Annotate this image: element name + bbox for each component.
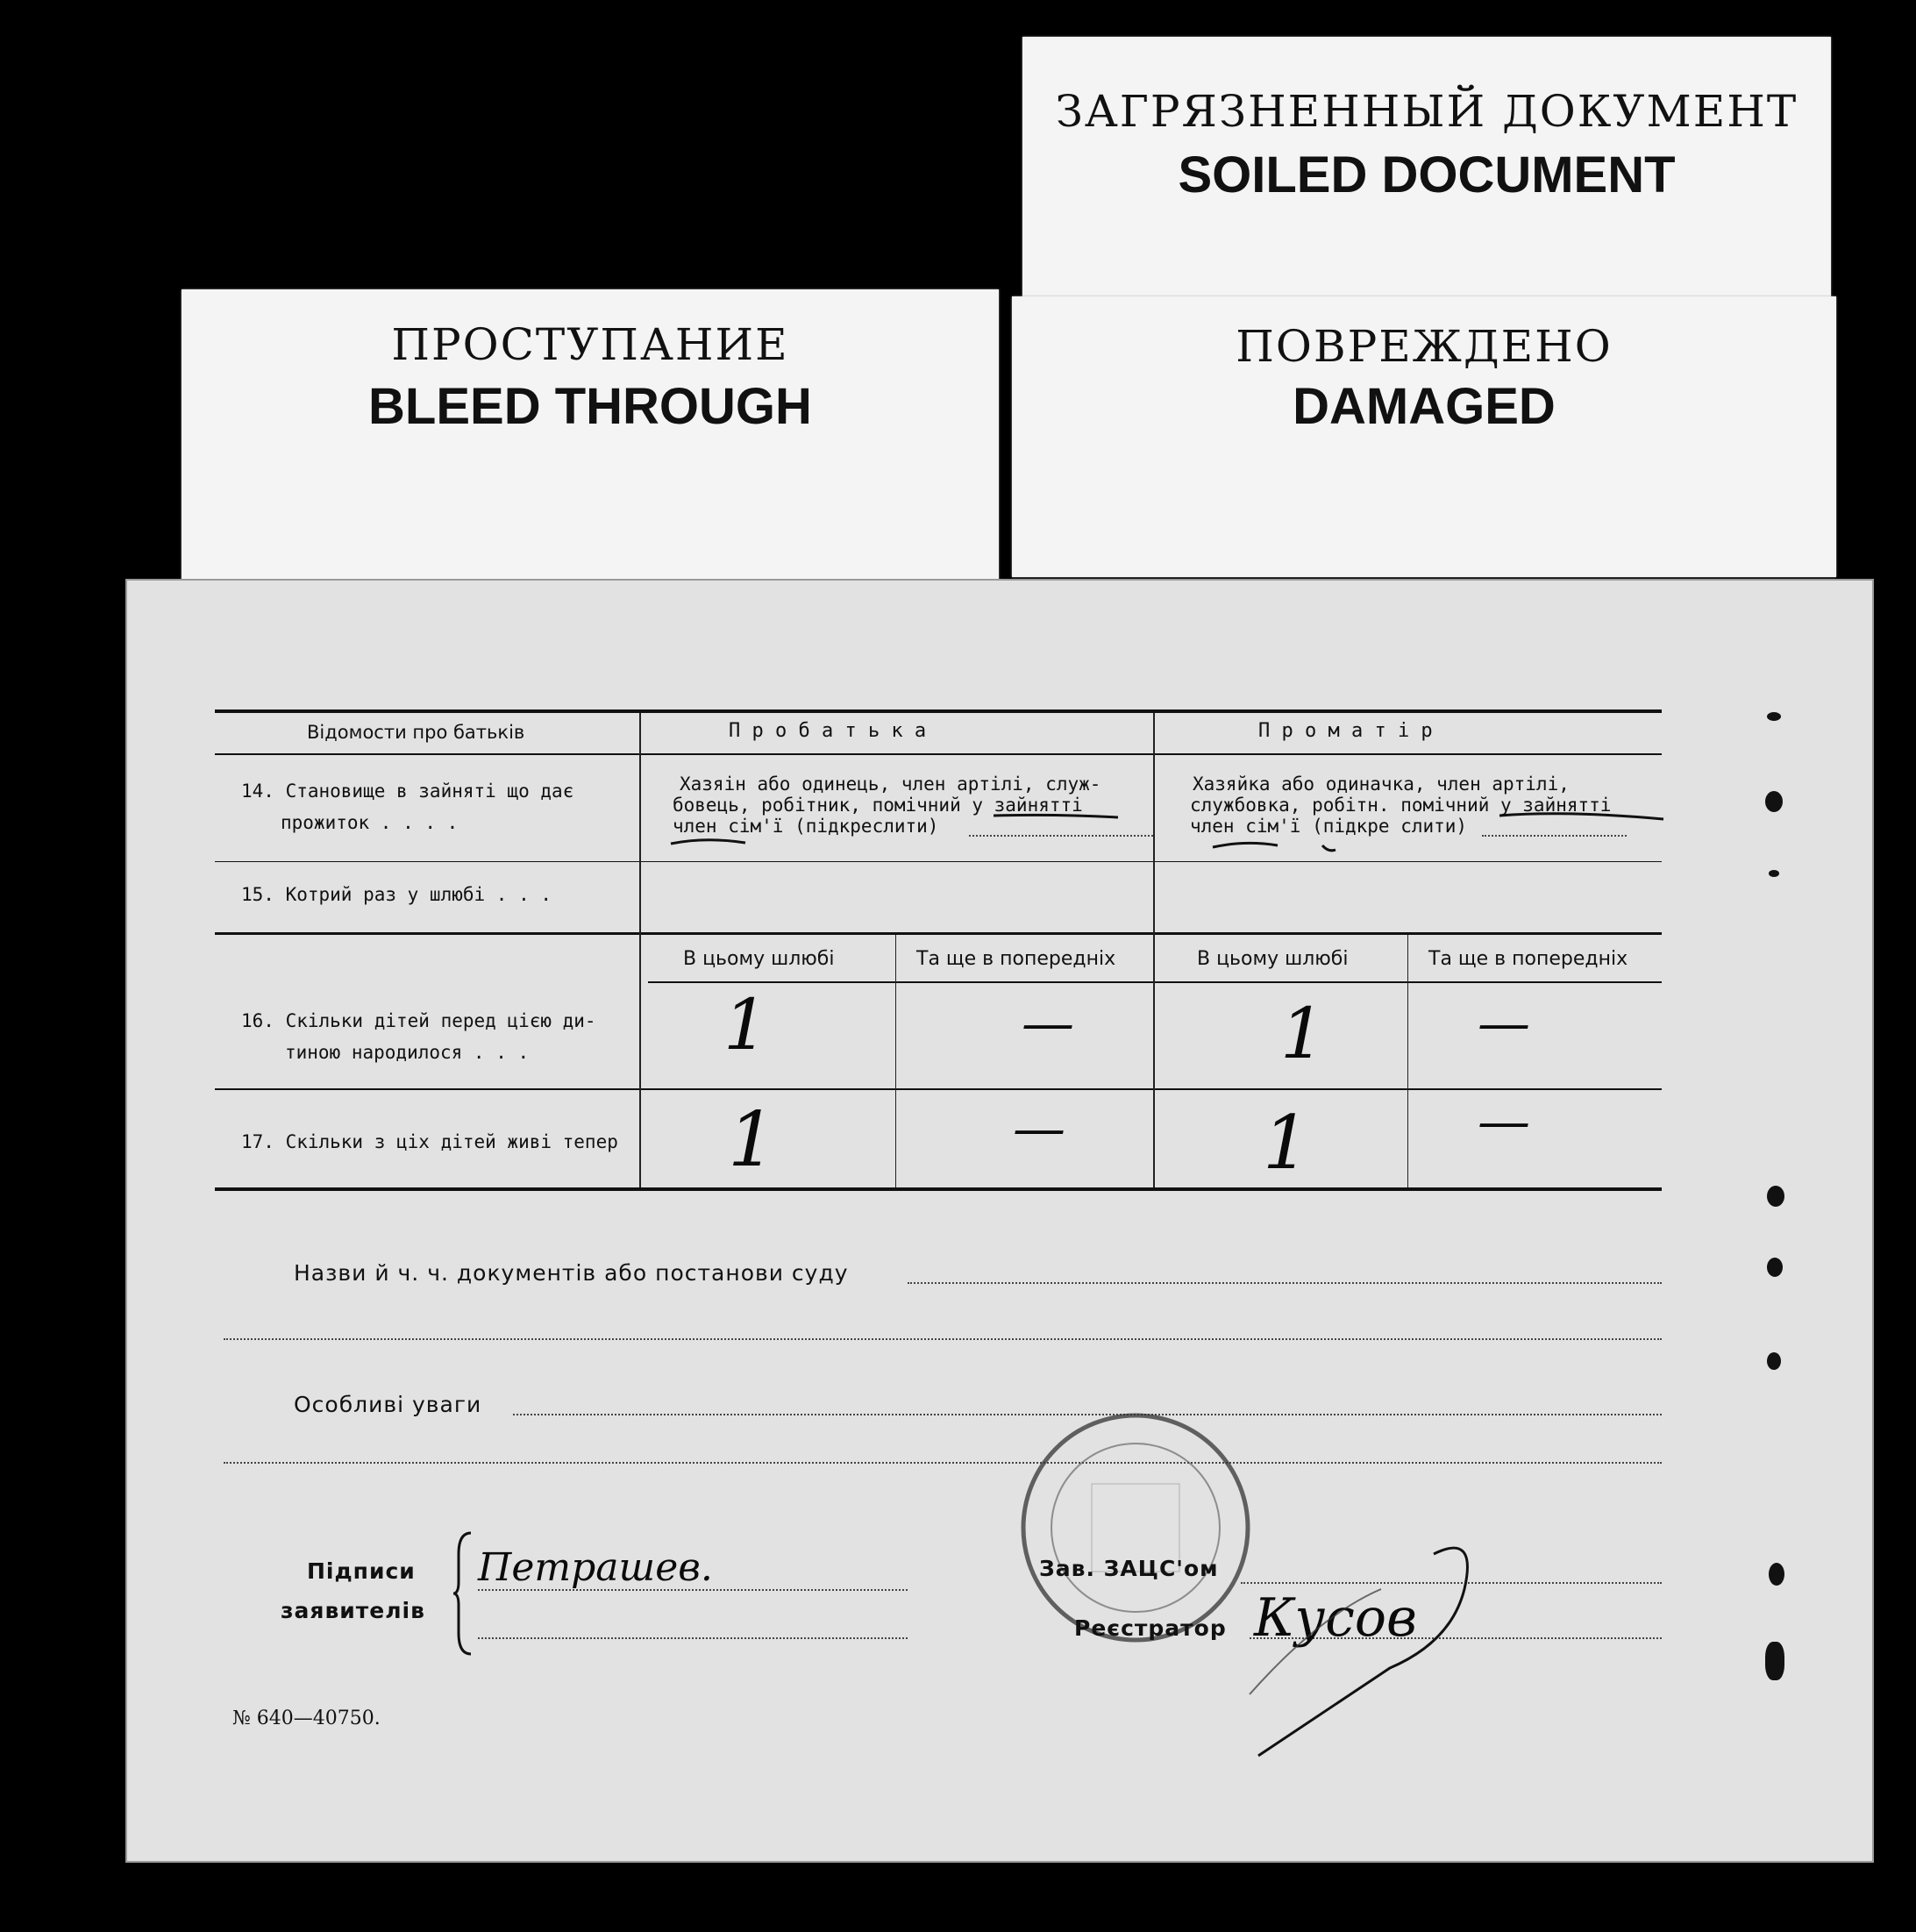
- header-mother: П р о м а т і р: [1258, 720, 1433, 742]
- damaged-ru-label: ПОВРЕЖДЕНО: [1236, 321, 1613, 372]
- row17-mother-previous-value: —: [1478, 1091, 1530, 1152]
- registrar-signature: Кусов: [1254, 1587, 1417, 1649]
- row17-label: 17. Скільки з ціх дітей живі тепер: [241, 1131, 618, 1152]
- signatures-brace: [452, 1528, 478, 1659]
- row16-label-line1: 16. Скільки дітей перед цією ди-: [241, 1010, 596, 1031]
- soiled-ru-label: ЗАГРЯЗНЕННЫЙ ДОКУМЕНТ: [1055, 86, 1798, 137]
- binding-hole: [1769, 1563, 1784, 1586]
- damaged-en-label: DAMAGED: [1293, 378, 1556, 435]
- handwritten-underlines: [127, 581, 1872, 1861]
- subheader-father-this: В цьому шлюбі: [683, 948, 835, 970]
- registrar-signature-flourish: [1214, 1536, 1530, 1764]
- documents-label: Назви й ч. ч. документів або постанови суду: [294, 1260, 849, 1286]
- subheader-mother-previous: Та ще в попередніх: [1428, 948, 1628, 970]
- row14-mother-line2: службовка, робітн. помічний у зайнятті: [1190, 795, 1612, 816]
- binding-hole: [1765, 1642, 1784, 1680]
- bleed-ru-label: ПРОСТУПАНИЕ: [391, 319, 789, 370]
- remarks-label: Особливі уваги: [294, 1392, 482, 1417]
- registrar-label: Реєстратор: [1074, 1615, 1227, 1641]
- header-parents-info: Відомости про батьків: [307, 722, 525, 743]
- row16-mother-previous-value: —: [1478, 993, 1530, 1054]
- bleed-en-label: BLEED THROUGH: [368, 378, 812, 435]
- row16-mother-this-value: 1: [1280, 993, 1325, 1074]
- civil-registry-form: [125, 579, 1874, 1863]
- row16-father-previous-value: —: [1022, 993, 1074, 1054]
- applicant-signature-line-1: [478, 1589, 908, 1591]
- signatures-label-line2: заявителів: [281, 1598, 425, 1623]
- row16-label-line2: тиною народилося . . .: [285, 1042, 530, 1063]
- row17-mother-this-value: 1: [1263, 1100, 1310, 1186]
- binding-hole: [1765, 791, 1783, 812]
- binding-hole: [1767, 712, 1781, 721]
- documents-dotted-1: [908, 1282, 1662, 1284]
- row14-father-line1: Хазяін або одинець, член артілі, служ-: [680, 774, 1101, 795]
- remarks-dotted-2: [224, 1462, 1662, 1464]
- row14-father-line3: член сім'ї (підкреслити): [673, 816, 939, 837]
- bleed-through-card: [182, 289, 999, 588]
- row14-label-line1: 14. Становище в зайняті що дає: [241, 781, 574, 802]
- applicant-signature-line-2: [478, 1637, 908, 1639]
- row14-mother-line1: Хазяйка або одиначка, член артілі,: [1193, 774, 1570, 795]
- row17-father-this-value: 1: [728, 1096, 776, 1184]
- signatures-label-line1: Підписи: [307, 1558, 416, 1584]
- header-father: П р о б а т ь к а: [729, 720, 927, 742]
- row14-mother-line3: член сім'ї (підкре слити): [1190, 816, 1468, 837]
- soiled-en-label: SOILED DOCUMENT: [1178, 146, 1676, 203]
- documents-dotted-2: [224, 1338, 1662, 1340]
- binding-hole: [1769, 870, 1779, 877]
- binding-hole: [1767, 1258, 1783, 1277]
- row14-father-line2: бовець, робітник, помічний у зайнятті: [673, 795, 1083, 816]
- row17-father-previous-value: —: [1013, 1098, 1065, 1159]
- damaged-card: [1012, 296, 1836, 577]
- subheader-father-previous: Та ще в попередніх: [916, 948, 1116, 970]
- binding-hole: [1767, 1186, 1784, 1207]
- head-label: Зав. ЗАЦС'ом: [1039, 1556, 1219, 1581]
- row14-label-line2: прожиток . . . .: [281, 812, 459, 833]
- row15-label: 15. Котрий раз у шлюбі . . .: [241, 884, 552, 905]
- form-number: № 640—40750.: [232, 1707, 381, 1729]
- subheader-mother-this: В цьому шлюбі: [1197, 948, 1349, 970]
- binding-hole: [1767, 1352, 1781, 1370]
- soiled-document-card: [1022, 37, 1831, 307]
- row16-father-this-value: 1: [723, 984, 768, 1066]
- applicant-signature: Петрашев.: [478, 1545, 713, 1590]
